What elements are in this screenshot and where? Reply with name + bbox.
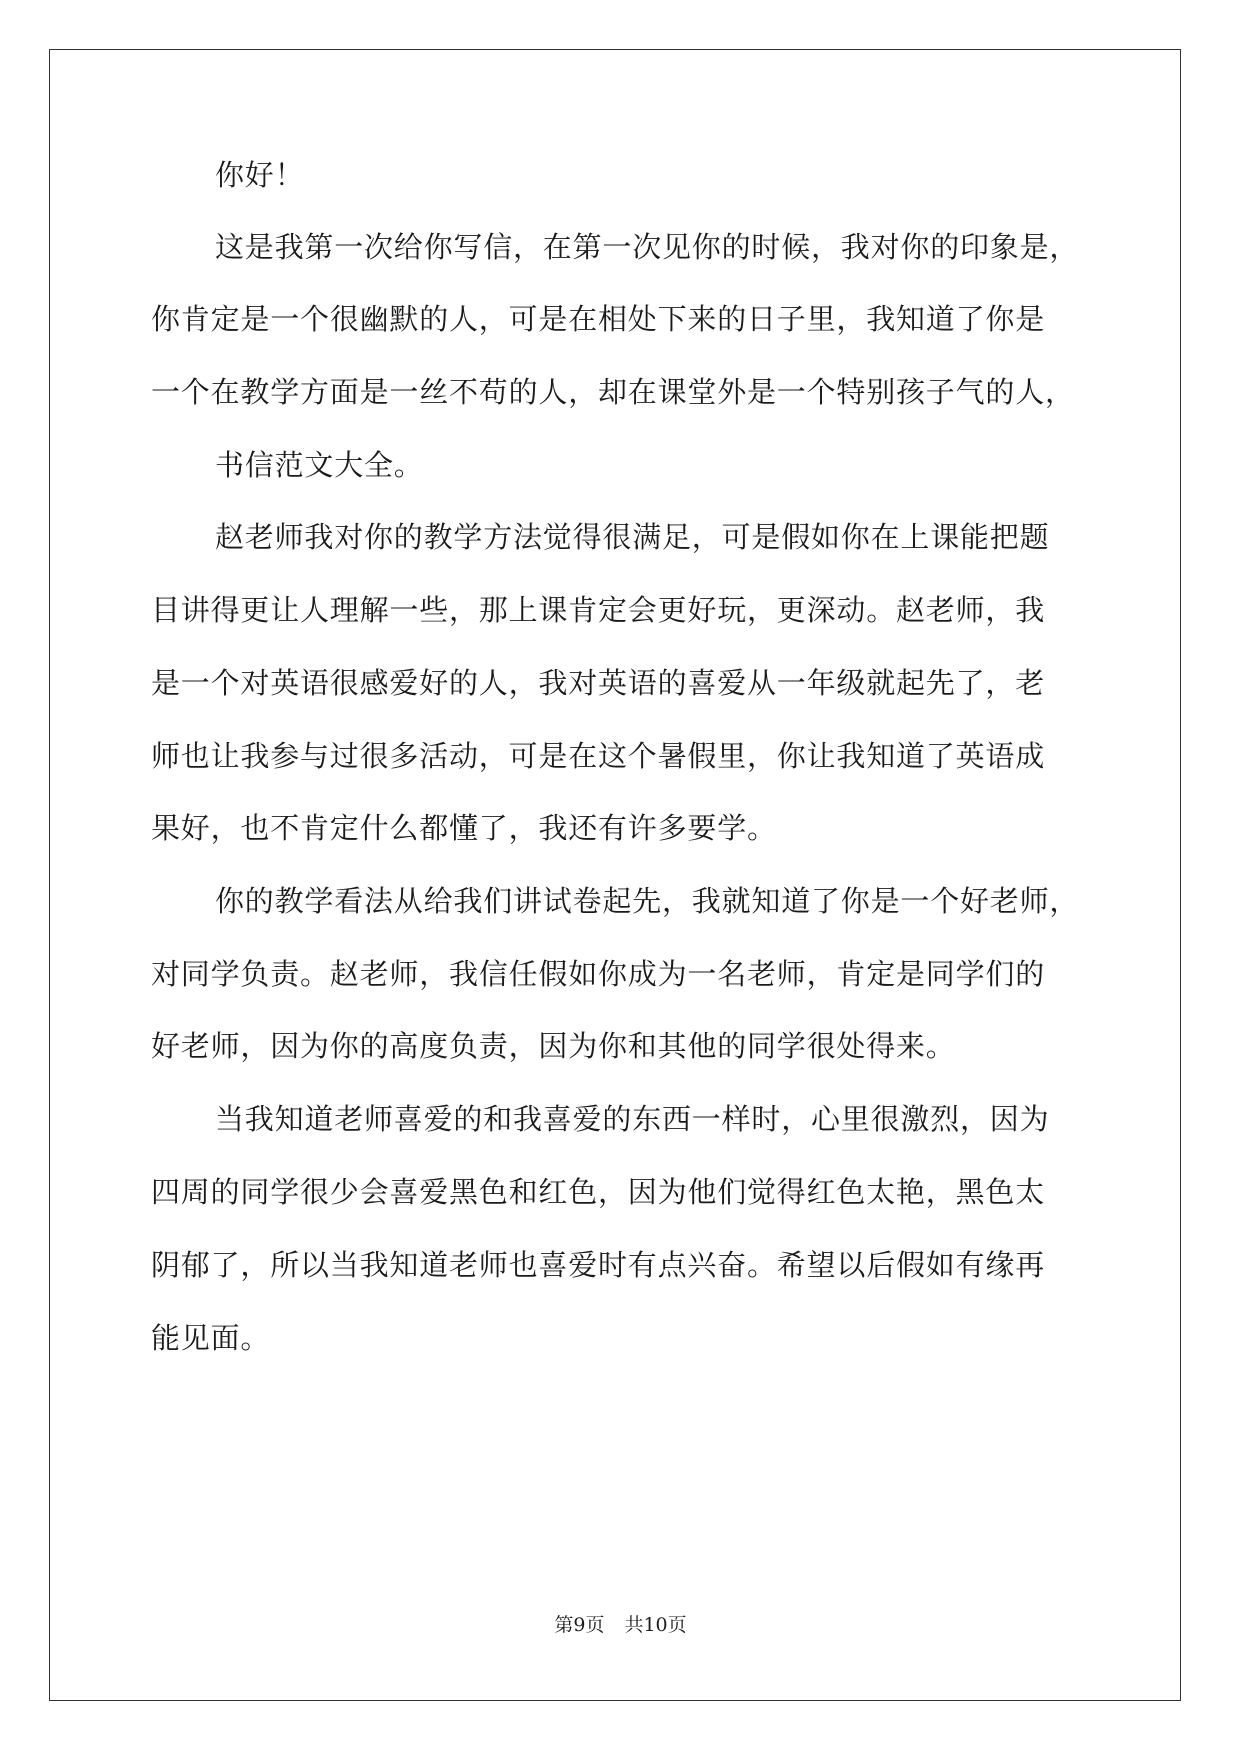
text-line: 目讲得更让人理解一些，那上课肯定会更好玩，更深动。赵老师，我 (151, 593, 1046, 627)
text-line: 四周的同学很少会喜爱黑色和红色，因为他们觉得红色太艳，黑色太 (151, 1175, 1046, 1209)
text-line: 好老师，因为你的高度负责，因为你和其他的同学很处得来。 (151, 1029, 956, 1063)
text-line: 赵老师我对你的教学方法觉得很满足，可是假如你在上课能把题 (215, 520, 1050, 554)
text-line: 一个在教学方面是一丝不苟的人，却在课堂外是一个特别孩子气的人， (151, 375, 1075, 409)
text-line: 书信范文大全。 (215, 448, 424, 482)
text-line: 你好！ (215, 158, 305, 192)
page-number: 第9页 (554, 1614, 605, 1636)
page-total: 共10页 (624, 1614, 687, 1636)
text-line: 当我知道老师喜爱的和我喜爱的东西一样时，心里很激烈，因为 (215, 1102, 1050, 1136)
text-line: 师也让我参与过很多活动，可是在这个暑假里，你让我知道了英语成 (151, 739, 1046, 773)
text-line: 阴郁了，所以当我知道老师也喜爱时有点兴奋。希望以后假如有缘再 (151, 1248, 1046, 1282)
text-line: 你肯定是一个很幽默的人，可是在相处下来的日子里，我知道了你是 (151, 302, 1046, 336)
text-line: 果好，也不肯定什么都懂了，我还有许多要学。 (151, 811, 777, 845)
text-line: 你的教学看法从给我们讲试卷起先，我就知道了你是一个好老师， (215, 884, 1080, 918)
text-line: 这是我第一次给你写信，在第一次见你的时候，我对你的印象是， (215, 230, 1080, 264)
page-border (49, 49, 1181, 1701)
text-line: 是一个对英语很感爱好的人，我对英语的喜爱从一年级就起先了，老 (151, 666, 1046, 700)
text-line: 能见面。 (151, 1321, 271, 1355)
text-line: 对同学负责。赵老师，我信任假如你成为一名老师，肯定是同学们的 (151, 957, 1046, 991)
page-footer (0, 1612, 1241, 1638)
